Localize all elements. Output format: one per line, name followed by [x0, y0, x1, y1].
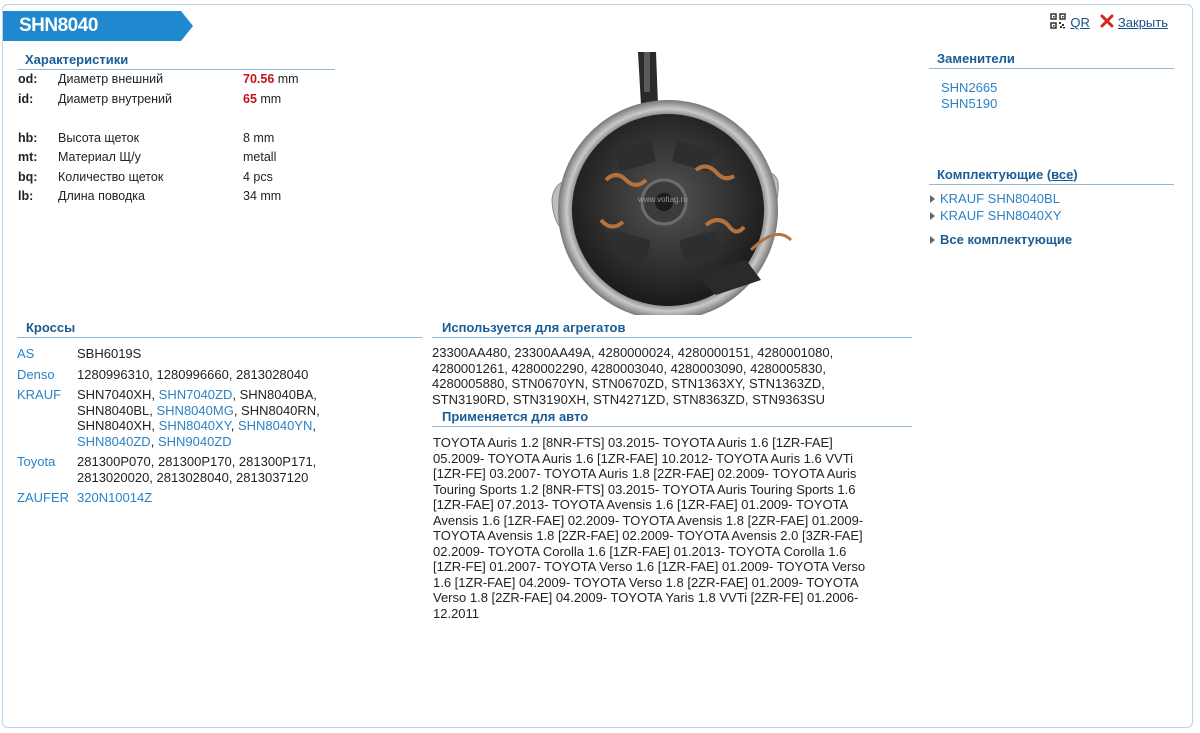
component-item[interactable] [930, 208, 1072, 225]
component-item-label: KRAUF SHN8040XY [940, 207, 1062, 223]
cross-code-link[interactable]: 320N10014Z [77, 490, 153, 505]
cross-code-text: , [150, 433, 158, 449]
cross-code-link[interactable]: SHN8040MG [156, 402, 234, 418]
characteristic-value-number: 34 mm [243, 189, 282, 203]
all-components-link[interactable] [930, 232, 1072, 249]
all-components-label: Все комплектующие [940, 232, 1073, 247]
cars-list [433, 435, 865, 621]
components-title: Комплектующие (все) [929, 167, 1174, 185]
units-line: STN3190RD, STN3190XH, STN4271ZD, STN8363ZD, STN9363SU [432, 391, 826, 407]
cross-code-text: 2813020020, 2813028040, 2813037120 [77, 469, 309, 485]
cars-line: Avensis 1.6 [1ZR-FAE] 02.2009- TOYOTA Avensis 1.8 [2ZR-FAE] 01.2009- [433, 512, 864, 528]
characteristic-key: od: [18, 72, 38, 86]
characteristic-value-number: 8 mm [243, 130, 275, 145]
cross-code-link[interactable]: SHN8040YN [237, 418, 313, 433]
characteristic-value [243, 111, 299, 131]
cross-code-text: SBH6019S [77, 346, 142, 361]
cross-code-text: , SHN8040RN, [233, 402, 320, 418]
cross-brand[interactable]: Toyota [17, 454, 56, 469]
characteristic-value-unit: mm [274, 72, 299, 86]
replacements-title: Заменители [929, 51, 1174, 69]
characteristic-name: Количество щеток [58, 169, 164, 184]
characteristic-value-number: 65 [243, 91, 257, 106]
cross-brand[interactable]: ZAUFER [17, 490, 69, 505]
components-list [930, 191, 1072, 249]
components-title-label: Комплектующие [937, 167, 1044, 182]
cars-title: Применяется для авто [432, 409, 912, 427]
cross-codes [77, 387, 347, 454]
cars-line: Verso 1.8 [2ZR-FAE] 04.2009- TOYOTA Yaris 1.8 VVTi [2ZR-FE] 01.2006- [433, 590, 859, 605]
characteristic-name: Материал Щ/у [58, 150, 141, 164]
units-line: 23300AA480, 23300AA49A, 4280000024, 4280000151, 4280001080, [432, 345, 834, 360]
characteristic-name: Длина поводка [58, 189, 145, 203]
qr-link-label[interactable]: QR [1070, 15, 1090, 30]
characteristic-row [18, 170, 299, 190]
characteristic-key [18, 111, 58, 131]
characteristic-name: Диаметр внешний [58, 72, 164, 86]
characteristic-row [18, 150, 299, 170]
cars-line: 02.2009- TOYOTA Corolla 1.6 [1ZR-FAE] 01.2013- TOYOTA Corolla 1.6 [433, 543, 847, 559]
cross-row [17, 346, 347, 367]
cross-codes-line [77, 387, 347, 403]
characteristic-name: Диаметр внутрений [58, 91, 172, 106]
cross-row [17, 454, 347, 490]
cross-code-text: 1280996310, 1280996660, 2813028040 [77, 366, 309, 382]
cross-row [17, 490, 347, 511]
characteristic-value [243, 189, 299, 209]
qr-icon [1050, 13, 1066, 32]
characteristic-value-number: 70.56 [243, 72, 275, 86]
top-actions [1050, 13, 1168, 32]
cross-codes-line [77, 470, 347, 486]
cars-line: 05.2009- TOYOTA Auris 1.6 [1ZR-FAE] 10.2012- TOYOTA Auris 1.6 VVTi [433, 450, 854, 466]
cross-code-text: , SHN8040BA, [232, 387, 317, 402]
cross-codes [77, 490, 347, 511]
cross-code-text: SHN8040XH, [77, 418, 159, 433]
cross-code-link[interactable]: SHN9040ZD [157, 433, 232, 449]
characteristic-value [243, 92, 299, 112]
cars-line: [1ZR-FAE] 07.2013- TOYOTA Avensis 1.6 [1ZR-FAE] 01.2009- TOYOTA [433, 497, 849, 512]
cross-code-text: , [312, 418, 316, 433]
cross-code-text: SHN8040BL, [77, 402, 157, 418]
cross-code-text: , [230, 418, 238, 433]
units-list [432, 345, 833, 407]
characteristic-row [18, 131, 299, 151]
cross-code-link[interactable]: SHN8040ZD [77, 433, 151, 449]
cross-codes-line [77, 346, 347, 362]
characteristic-value [243, 170, 299, 190]
cross-codes-line [77, 418, 347, 434]
characteristic-row [18, 72, 299, 92]
cars-line: [1ZR-FE] 03.2007- TOYOTA Auris 1.8 [2ZR-FAE] 02.2009- TOYOTA Auris [433, 466, 857, 481]
triangle-right-icon [930, 212, 935, 220]
characteristic-row [18, 111, 299, 131]
characteristic-key: mt: [18, 150, 38, 164]
product-image [546, 50, 796, 315]
triangle-right-icon [930, 195, 935, 203]
cross-row [17, 367, 347, 388]
cars-line: 12.2011 [433, 605, 480, 621]
cross-brand[interactable]: Denso [17, 366, 55, 382]
cross-code-link[interactable]: SHN8040XY [158, 418, 231, 433]
cars-line: 1.6 [1ZR-FAE] 04.2009- TOYOTA Verso 1.8 [2ZR-FAE] 01.2009- TOYOTA [433, 574, 859, 590]
replacements-list [941, 80, 997, 112]
triangle-right-icon [930, 236, 935, 244]
replacement-item[interactable]: SHN2665 [941, 80, 998, 95]
component-item-label: KRAUF SHN8040BL [940, 191, 1060, 206]
cross-code-link[interactable]: SHN7040ZD [158, 387, 233, 402]
cars-line: Touring Sports 1.2 [8NR-FTS] 03.2015- TOYOTA Auris Touring Sports 1.6 [433, 481, 856, 497]
characteristic-value-unit: mm [256, 91, 282, 106]
cars-line: [1ZR-FE] 01.2007- TOYOTA Verso 1.6 [1ZR-FAE] 01.2009- TOYOTA Verso [433, 559, 866, 574]
characteristic-value [243, 72, 299, 92]
cross-codes [77, 367, 347, 388]
units-title: Используется для агрегатов [432, 320, 912, 338]
crosses-title: Кроссы [17, 320, 422, 338]
characteristic-key: hb: [18, 130, 38, 145]
characteristic-key: bq: [18, 169, 38, 184]
crosses-table [17, 346, 347, 511]
cross-code-text: SHN7040XH, [77, 387, 159, 402]
cars-line: TOYOTA Avensis 1.8 [2ZR-FAE] 02.2009- TOYOTA Avensis 2.0 [3ZR-FAE] [433, 528, 863, 543]
characteristic-row [18, 92, 299, 112]
characteristic-name: Высота щеток [58, 130, 140, 145]
cross-row [17, 387, 347, 454]
cross-codes-line [77, 490, 347, 506]
qr-link[interactable] [1050, 13, 1090, 32]
cross-codes-line [77, 367, 347, 383]
characteristic-name [58, 111, 243, 131]
cross-codes-line [77, 403, 347, 419]
characteristic-row [18, 189, 299, 209]
cross-brand[interactable]: AS [17, 346, 35, 361]
cars-line: TOYOTA Auris 1.2 [8NR-FTS] 03.2015- TOYOTA Auris 1.6 [1ZR-FAE] [433, 435, 833, 450]
characteristic-value-number: 4 pcs [243, 169, 273, 184]
cross-codes [77, 454, 347, 490]
image-watermark: www.voltag.ru [638, 195, 688, 204]
characteristic-value [243, 131, 299, 151]
page-title: SHN8040 [19, 15, 98, 36]
characteristic-key: id: [18, 91, 34, 106]
characteristic-key: lb: [18, 189, 34, 203]
cross-brand[interactable]: KRAUF [17, 387, 62, 402]
cross-codes-line [77, 454, 347, 470]
title-tab [3, 11, 193, 41]
component-item[interactable] [930, 191, 1072, 208]
characteristics-title: Характеристики [18, 52, 335, 70]
units-line: 4280005880, STN0670YN, STN0670ZD, STN1363XY, STN1363ZD, [432, 376, 825, 391]
close-link-label[interactable]: Закрыть [1117, 15, 1168, 30]
close-icon [1100, 14, 1114, 31]
cross-codes-line [77, 434, 347, 450]
replacement-item[interactable]: SHN5190 [941, 96, 998, 111]
components-all-link[interactable]: все [1051, 167, 1074, 182]
close-link[interactable] [1100, 14, 1168, 31]
units-line: 4280001261, 4280002290, 4280003040, 4280003090, 4280005830, [432, 360, 827, 376]
cross-code-text: 281300P070, 281300P170, 281300P171, [77, 454, 317, 469]
characteristics-table [18, 72, 299, 209]
characteristic-value-number: metall [243, 150, 277, 164]
characteristic-value [243, 150, 299, 170]
cross-codes [77, 346, 347, 367]
